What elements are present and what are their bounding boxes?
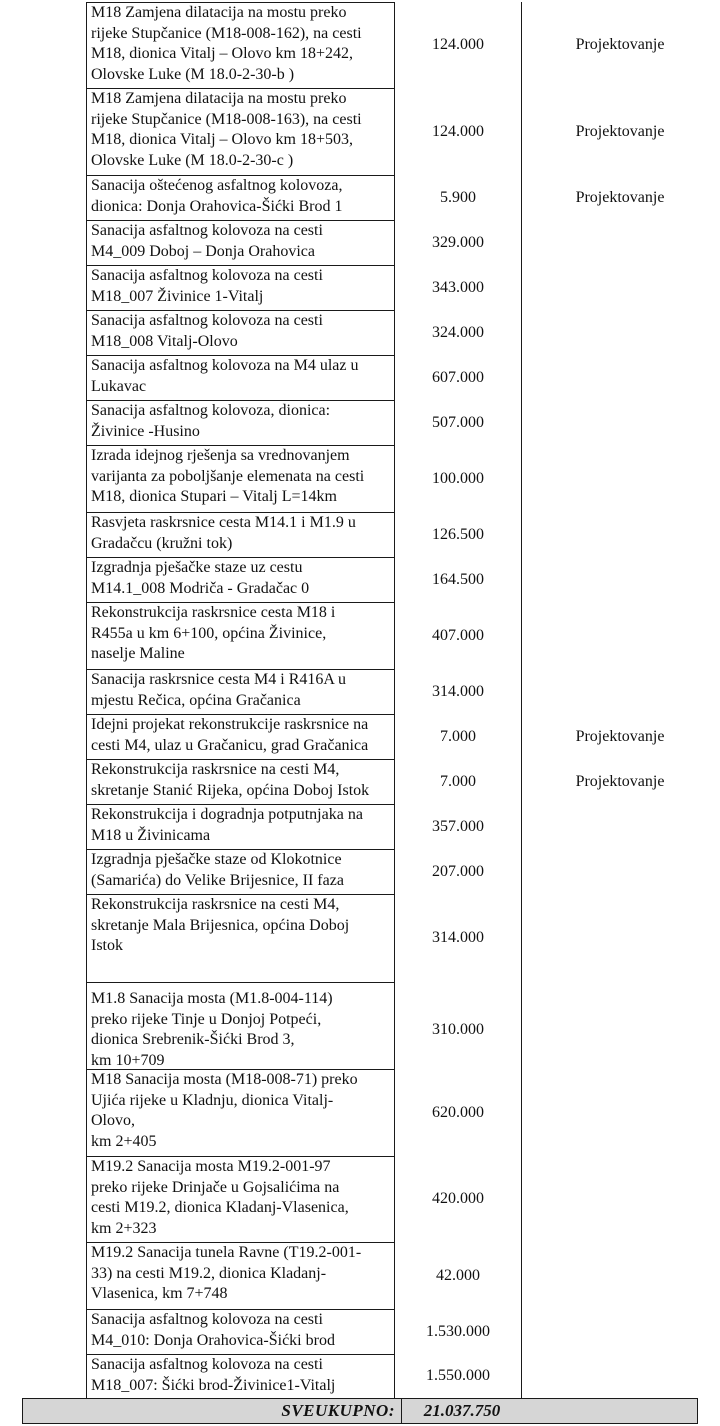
amount-column-border [521,602,522,669]
amount-column-border [521,849,522,894]
amount-column-border [521,355,522,400]
amount-column-border [521,1069,522,1156]
row-description: M18 Zamjena dilatacija na mostu preko rijeke Stupčanice (M18-008-163), na cesti M18, dionica Vitalj – Olovo km 18+503, Olovske Luke (M 18.0-2-30-c ) [86,88,395,176]
row-description: Rekonstrukcija i dogradnja potputnjaka na M18 u Živinicama [86,804,395,850]
row-amount: 126.500 [432,525,484,543]
row-amount: 420.000 [432,1190,484,1207]
row-amount: 5.900 [440,188,476,206]
row-description: Idejni projekat rekonstrukcije raskrsnice na cesti M4, ulaz u Gračanicu, grad Gračanica [86,714,395,760]
row-description: Izgradnja pješačke staze od Klokotnice (Samarića) do Velike Brijesnice, II faza [86,849,395,895]
row-amount: 620.000 [432,1103,484,1121]
row-amount: 314.000 [432,682,484,700]
row-description: Rekonstrukcija raskrsnice cesta M18 i R455a u km 6+100, općina Živinice, naselje Maline [86,602,395,670]
row-amount: 314.000 [432,929,484,946]
amount-column-border [521,669,522,714]
row-description: Sanacija asfaltnog kolovoza na cesti M18_008 Vitalj-Olovo [86,310,395,356]
amount-column-border [521,1242,522,1309]
amount-column-border [521,445,522,512]
row-description: Sanacija asfaltnog kolovoza na cesti M18_007: Šićki brod-Živinice1-Vitalj [86,1354,395,1399]
row-status: Projektovanje [575,36,665,53]
row-amount: 357.000 [432,817,484,835]
amount-column-border [521,1309,522,1354]
row-description: Sanacija asfaltnog kolovoza, dionica: Živinice -Husino [86,400,395,446]
row-status: Projektovanje [575,727,665,745]
row-description: Sanacija oštećenog asfaltnog kolovoza, dionica: Donja Orahovica-Šićki Brod 1 [86,175,395,221]
row-description: Sanacija asfaltnog kolovoza na cesti M4_009 Doboj – Donja Orahovica [86,220,395,266]
amount-column-border [521,310,522,355]
row-amount: 7.000 [440,772,476,790]
row-description: Sanacija asfaltnog kolovoza na cesti M4_010: Donja Orahovica-Šićki brod [86,1309,395,1355]
row-description: Izrada idejnog rješenja sa vrednovanjem varijanta za poboljšanje elemenata na cesti M18, dionica Stupari – Vitalj L=14km [86,445,395,513]
total-row [22,1398,698,1424]
row-amount: 329.000 [432,233,484,251]
total-value: 21.037.750 [423,1401,501,1420]
row-amount: 1.530.000 [426,1322,490,1340]
amount-column-border [521,512,522,557]
amount-column-border [521,894,522,982]
row-amount: 42.000 [436,1266,480,1284]
row-status: Projektovanje [575,188,665,206]
amount-column-border [521,220,522,265]
row-description: Sanacija asfaltnog kolovoza na cesti M18_007 Živinice 1-Vitalj [86,265,395,311]
amount-column-border [521,982,522,1069]
amount-column-border [521,265,522,310]
row-amount: 100.000 [432,469,484,487]
row-description: M19.2 Sanacija mosta M19.2-001-97 preko rijeke Drinjače u Gojsalićima na cesti M19.2, dionica Kladanj-Vlasenica, km 2+323 [86,1156,395,1243]
row-description: Sanacija raskrsnice cesta M4 i R416A u mjestu Rečica, općina Gračanica [86,669,395,715]
row-amount: 164.500 [432,570,484,588]
amount-column-border [521,400,522,445]
row-description: M18 Sanacija mosta (M18-008-71) preko Ujića rijeke u Kladnju, dionica Vitalj- Olovo, km 2+405 [86,1069,395,1157]
row-description: Rekonstrukcija raskrsnice na cesti M4, skretanje Stanić Rijeka, općina Doboj Istok [86,759,395,805]
row-description: Sanacija asfaltnog kolovoza na M4 ulaz u Lukavac [86,355,395,401]
amount-column-border [521,1354,522,1398]
amount-column-border [521,1156,522,1242]
row-description: M19.2 Sanacija tunela Ravne (T19.2-001- 33) na cesti M19.2, dionica Kladanj- Vlasenica, km 7+748 [86,1242,395,1310]
row-amount: 7.000 [440,727,476,745]
row-status: Projektovanje [575,772,665,790]
row-amount: 124.000 [432,122,484,140]
row-amount: 124.000 [432,36,484,53]
row-description: Rasvjeta raskrsnice cesta M14.1 i M1.9 u Gradačcu (kružni tok) [86,512,395,558]
total-label: SVEUKUPNO: [281,1401,395,1420]
row-amount: 310.000 [432,1020,484,1038]
row-amount: 507.000 [432,413,484,431]
row-amount: 1.550.000 [426,1367,490,1384]
amount-column-border [521,804,522,849]
row-status: Projektovanje [575,122,665,140]
row-description: M1.8 Sanacija mosta (M1.8-004-114) preko rijeke Tinje u Donjoj Potpeći, dionica Srebrenik-Šićki Brod 3, km 10+709 [86,982,395,1070]
row-amount: 343.000 [432,278,484,296]
row-amount: 207.000 [432,862,484,880]
row-amount: 407.000 [432,626,484,644]
row-description: M18 Zamjena dilatacija na mostu preko rijeke Stupčanice (M18-008-162), na cesti M18, dionica Vitalj – Olovo km 18+242, Olovske Luke (M 18.0-2-30-b ) [86,2,395,89]
row-amount: 324.000 [432,323,484,341]
row-description: Rekonstrukcija raskrsnice na cesti M4, skretanje Mala Brijesnica, općina Doboj Istok [86,894,395,983]
amount-column-border [521,557,522,602]
row-description: Izgradnja pješačke staze uz cestu M14.1_008 Modriča - Gradačac 0 [86,557,395,603]
row-amount: 607.000 [432,368,484,386]
